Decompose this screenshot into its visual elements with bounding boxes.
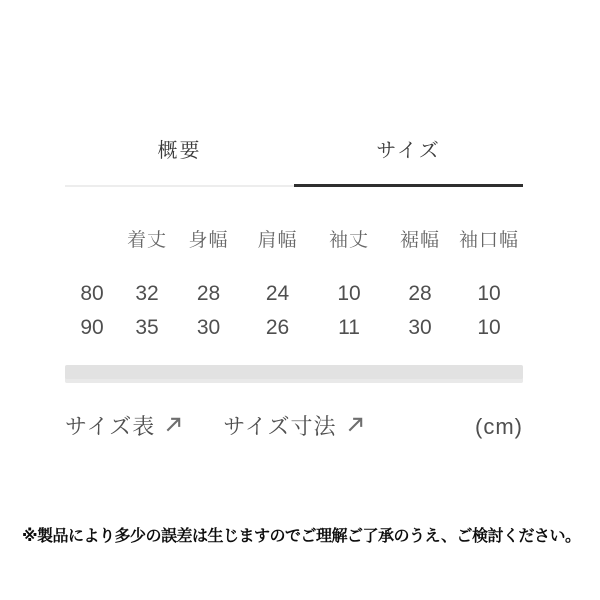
cell-sleeve-length: 11 (338, 316, 360, 339)
size-chart-link[interactable] (65, 413, 183, 441)
size-links-row (65, 413, 523, 441)
cell-size: 80 (80, 282, 104, 305)
table-row-size-80 (65, 277, 523, 311)
cell-cuff-width: 10 (477, 282, 501, 305)
size-table (65, 225, 523, 345)
arrow-up-right-icon (346, 413, 365, 441)
arrow-up-right-icon (164, 413, 183, 441)
cell-body-width: 30 (196, 316, 221, 339)
col-header-body-width: 身幅 (188, 230, 229, 251)
cell-cuff-width: 10 (477, 316, 501, 339)
table-row-size-90 (65, 311, 523, 345)
col-header-body-length: 着丈 (126, 230, 167, 251)
cell-sleeve-length: 10 (337, 282, 361, 305)
col-header-size (65, 225, 119, 277)
unit-label: (cm) (475, 414, 523, 439)
cell-shoulder-width: 26 (265, 316, 290, 339)
cell-size: 90 (80, 316, 104, 339)
cell-shoulder-width: 24 (265, 282, 290, 305)
col-header-sleeve-length: 袖丈 (328, 230, 369, 251)
tab-size[interactable]: サイズ (294, 137, 523, 187)
size-chart-link-label: サイズ表 (65, 414, 156, 439)
cell-body-length: 35 (135, 316, 159, 339)
size-measurement-link[interactable] (223, 413, 364, 441)
cell-hem-width: 28 (408, 282, 432, 305)
col-header-shoulder-width: 肩幅 (257, 230, 298, 251)
horizontal-scrollbar[interactable] (65, 365, 523, 383)
cell-hem-width: 30 (408, 316, 432, 339)
tab-bar (65, 137, 523, 187)
cell-body-length: 32 (135, 282, 159, 305)
tab-overview[interactable]: 概要 (65, 137, 294, 187)
cell-body-width: 28 (196, 282, 221, 305)
col-header-cuff-width: 袖口幅 (458, 230, 519, 251)
size-measurement-link-label: サイズ寸法 (223, 414, 337, 439)
size-table-header-row (65, 225, 523, 277)
disclaimer-text: ※製品により多少の誤差は生じますのでご理解ご了承のうえ、ご検討ください。 (22, 528, 581, 545)
col-header-hem-width: 裾幅 (399, 230, 440, 251)
